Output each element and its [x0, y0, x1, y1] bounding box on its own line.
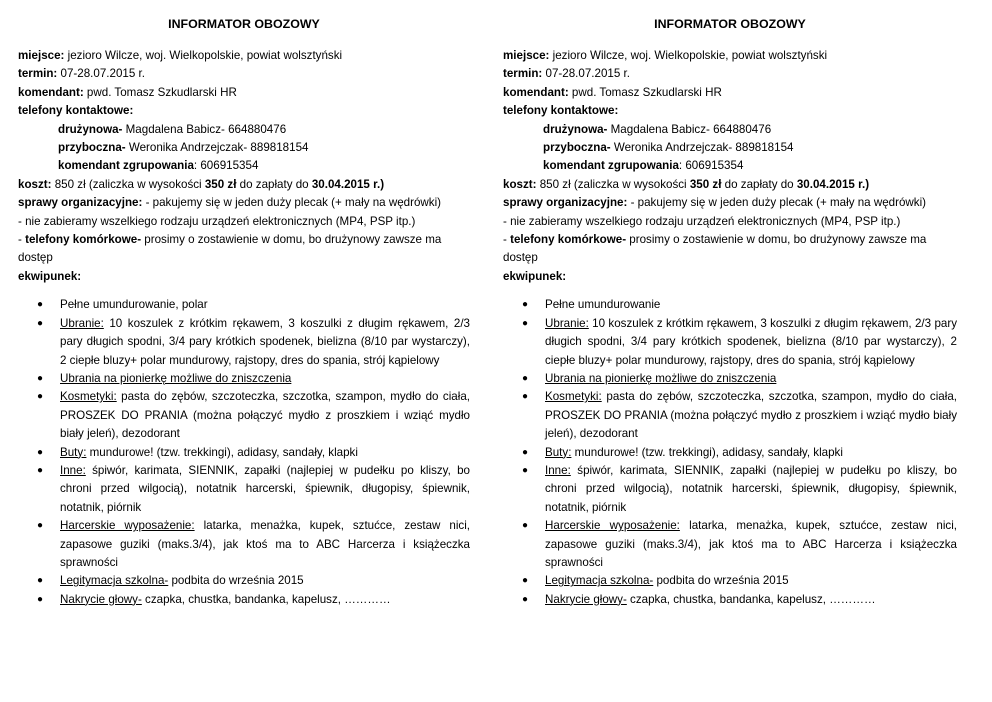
commander-line: [503, 84, 957, 102]
item-label: Ubranie:: [545, 316, 589, 330]
item-text: mundurowe! (tzw. trekkingi), adidasy, sandały, klapki: [86, 445, 358, 459]
item-label: Legitymacja szkolna-: [545, 574, 654, 588]
phone-assistant-value: Weronika Andrzejczak- 889818154: [610, 141, 794, 155]
org-line-3-prefix: -: [503, 233, 511, 247]
equipment-list: [18, 296, 470, 609]
equipment-heading: [18, 268, 470, 286]
item-text: Pełne umundurowanie: [545, 298, 661, 312]
item-text: podbita do września 2015: [168, 574, 304, 588]
term-label: termin:: [503, 67, 543, 81]
item-text: podbita do września 2015: [653, 574, 789, 588]
place-value: jezioro Wilcze, woj. Wielkopolskie, powiat wolsztyński: [64, 49, 343, 62]
item-text: pasta do zębów, szczoteczka, szczotka, szampon, mydło do ciała, PROSZEK DO PRANIA (można połączyć mydło z proszkiem i wziąć mydło biały jeleń), dezodorant: [545, 390, 957, 441]
place-value: jezioro Wilcze, woj. Wielkopolskie, powiat wolsztyński: [549, 49, 828, 62]
item-label: Inne:: [545, 463, 571, 477]
phone-line-assistant: [18, 139, 470, 157]
phones-heading: [18, 102, 470, 120]
phones-heading: [503, 102, 957, 120]
commander-value: pwd. Tomasz Szkudlarski HR: [83, 85, 237, 99]
bullet-icon: ●: [522, 575, 529, 587]
bullet-icon: ●: [522, 317, 529, 329]
list-item: [18, 517, 470, 572]
org-line-3: [18, 231, 470, 268]
cost-value: 850 zł (zaliczka w wysokości: [536, 177, 690, 191]
bullet-icon: ●: [522, 446, 529, 458]
item-label: Legitymacja szkolna-: [60, 574, 169, 588]
item-text: pasta do zębów, szczoteczka, szczotka, szampon, mydło do ciała, PROSZEK DO PRANIA (można połączyć mydło z proszkiem i wziąć mydło biały jeleń), dezodorant: [60, 390, 470, 441]
equipment-list: [503, 296, 957, 609]
commander-label: komendant:: [18, 85, 84, 99]
phone-line-commander: [18, 157, 470, 175]
cost-line: [503, 176, 957, 194]
place-line: [503, 47, 957, 65]
term-value: 07-28.07.2015 r.: [542, 67, 630, 81]
mobile-phones-label: telefony komórkowe-: [510, 233, 627, 247]
org-label: sprawy organizacyjne:: [18, 196, 143, 210]
item-label: Kosmetyki:: [60, 390, 117, 404]
bullet-icon: ●: [37, 520, 44, 532]
phone-assistant-label: przyboczna-: [543, 141, 611, 155]
phone-commander-label: komendant zgrupowania: [58, 159, 194, 173]
bullet-icon: ●: [522, 593, 529, 605]
org-value: - pakujemy się w jeden duży plecak (+ mały na wędrówki): [142, 196, 442, 210]
bullet-icon: ●: [37, 372, 44, 384]
deposit-text: do zapłaty do: [721, 177, 797, 191]
page-title: INFORMATOR OBOZOWY: [168, 17, 320, 31]
item-text: śpiwór, karimata, SIENNIK, zapałki (najlepiej w pudełku po kliszy, bo chroni przed wilgocią), notatnik harcerski, śpiewnik, długopisy, śpiewnik, notatnik, piórnik: [60, 463, 470, 514]
item-label: Nakrycie głowy-: [545, 592, 627, 606]
item-label: Buty:: [545, 445, 572, 459]
list-item: [18, 572, 470, 590]
bullet-icon: ●: [37, 575, 44, 587]
phone-commander-value: : 606915354: [678, 159, 744, 173]
place-line: [18, 47, 470, 65]
equipment-label: ekwipunek:: [18, 269, 82, 283]
item-label: Buty:: [60, 445, 87, 459]
org-line-2: - nie zabieramy wszelkiego rodzaju urządzeń elektronicznych (MP4, PSP itp.): [503, 214, 901, 228]
org-value: - pakujemy się w jeden duży plecak (+ mały na wędrówki): [627, 196, 927, 210]
place-label: miejsce:: [503, 49, 550, 62]
term-line: [503, 65, 957, 83]
informator-right: [503, 14, 957, 609]
phone-leader-value: Magdalena Babicz- 664880476: [122, 122, 287, 136]
informator-left: [18, 14, 470, 609]
deposit-amount: 350 zł: [204, 177, 237, 191]
phones-label: telefony kontaktowe:: [18, 104, 134, 118]
bullet-icon: ●: [522, 520, 529, 532]
item-label: Harcerskie wyposażenie:: [545, 519, 680, 533]
org-line-3: [503, 231, 957, 268]
mobile-phones-value: prosimy o zostawienie w domu, bo drużynowy zawsze ma dostęp: [18, 233, 442, 265]
deposit-date: 30.04.2015 r.): [796, 177, 870, 191]
list-item: [18, 296, 470, 314]
list-item: [503, 296, 957, 314]
list-item: [503, 370, 957, 388]
bullet-icon: ●: [522, 391, 529, 403]
org-label: sprawy organizacyjne:: [503, 196, 628, 210]
bullet-icon: ●: [37, 317, 44, 329]
item-text: czapka, chustka, bandanka, kapelusz, …………: [141, 592, 391, 606]
item-label: Ubrania na pionierkę możliwe do zniszczenia: [60, 371, 292, 385]
org-line: [503, 194, 957, 212]
bullet-icon: ●: [37, 593, 44, 605]
org-line-3-prefix: -: [18, 233, 26, 247]
phone-line-assistant: [503, 139, 957, 157]
bullet-icon: ●: [522, 372, 529, 384]
item-label: Ubranie:: [60, 316, 104, 330]
list-item: [18, 370, 470, 388]
page-title: INFORMATOR OBOZOWY: [654, 17, 806, 31]
item-text: latarka, menażka, kupek, sztućce, zestaw nici, zapasowe guziki (maks.3/4), jak ktoś ma to ABC Harcerza i książeczka sprawności: [60, 519, 470, 569]
equipment-label: ekwipunek:: [503, 269, 567, 283]
bullet-icon: ●: [37, 391, 44, 403]
bullet-icon: ●: [522, 464, 529, 476]
cost-label: koszt:: [503, 177, 537, 191]
item-label: Nakrycie głowy-: [60, 592, 142, 606]
item-text: mundurowe! (tzw. trekkingi), adidasy, sandały, klapki: [571, 445, 843, 459]
org-line: [18, 194, 470, 212]
phone-leader-label: drużynowa-: [58, 122, 123, 136]
list-item: [503, 517, 957, 572]
deposit-amount: 350 zł: [689, 177, 722, 191]
phone-assistant-value: Weronika Andrzejczak- 889818154: [125, 141, 309, 155]
org-line-2: - nie zabieramy wszelkiego rodzaju urządzeń elektronicznych (MP4, PSP itp.): [18, 214, 416, 228]
commander-value: pwd. Tomasz Szkudlarski HR: [568, 85, 722, 99]
item-label: Ubrania na pionierkę możliwe do zniszczenia: [545, 371, 777, 385]
item-label: Harcerskie wyposażenie:: [60, 519, 195, 533]
phone-commander-label: komendant zgrupowania: [543, 159, 679, 173]
phone-commander-value: : 606915354: [193, 159, 259, 173]
commander-line: [18, 84, 470, 102]
deposit-text: do zapłaty do: [236, 177, 312, 191]
list-item: [18, 388, 470, 443]
term-label: termin:: [18, 67, 58, 81]
item-text: Pełne umundurowanie, polar: [60, 298, 208, 312]
phone-line-leader: [503, 121, 957, 139]
list-item: [503, 572, 957, 590]
cost-label: koszt:: [18, 177, 52, 191]
item-text: latarka, menażka, kupek, sztućce, zestaw nici, zapasowe guziki (maks.3/4), jak ktoś ma to ABC Harcerza i książeczka sprawności: [545, 519, 958, 569]
bullet-icon: ●: [37, 446, 44, 458]
phone-line-leader: [18, 121, 470, 139]
bullet-icon: ●: [37, 299, 44, 311]
bullet-icon: ●: [522, 299, 529, 311]
phone-leader-value: Magdalena Babicz- 664880476: [607, 122, 772, 136]
item-label: Kosmetyki:: [545, 390, 602, 404]
list-item: [503, 388, 957, 443]
mobile-phones-label: telefony komórkowe-: [25, 233, 142, 247]
list-item: [18, 591, 470, 609]
phone-assistant-label: przyboczna-: [58, 141, 126, 155]
item-text: czapka, chustka, bandanka, kapelusz, …………: [626, 592, 876, 606]
bullet-icon: ●: [37, 464, 44, 476]
phone-leader-label: drużynowa-: [543, 122, 608, 136]
term-value: 07-28.07.2015 r.: [57, 67, 145, 81]
cost-line: [18, 176, 470, 194]
deposit-date: 30.04.2015 r.): [311, 177, 385, 191]
item-text: 10 koszulek z krótkim rękawem, 3 koszulki z długim rękawem, 2/3 pary długich spodni, 3/4 pary krótkich spodenek, bielizna (8/10 par wystarczy), 2 ciepłe bluzy+ polar mundurowy, rajstopy, dres do spania, strój kąpielowy: [545, 316, 957, 367]
item-text: śpiwór, karimata, SIENNIK, zapałki (najlepiej w pudełku po kliszy, bo chroni przed wilgocią), notatnik harcerski, śpiewnik, długopisy, śpiewnik, notatnik, piórnik: [545, 463, 957, 514]
list-item: [18, 444, 470, 462]
commander-label: komendant:: [503, 85, 569, 99]
term-line: [18, 65, 470, 83]
place-label: miejsce:: [18, 49, 65, 62]
mobile-phones-value: prosimy o zostawienie w domu, bo drużynowy zawsze ma dostęp: [503, 233, 927, 265]
item-text: 10 koszulek z krótkim rękawem, 3 koszulki z długim rękawem, 2/3 pary długich spodni, 3/4 pary krótkich spodenek, bielizna (8/10 par wystarczy), 2 ciepłe bluzy+ polar mundurowy, rajstopy, dres do spania, strój kąpielowy: [60, 316, 470, 367]
list-item: [18, 315, 470, 370]
phone-line-commander: [503, 157, 957, 175]
phones-label: telefony kontaktowe:: [503, 104, 619, 118]
list-item: [503, 444, 957, 462]
list-item: [18, 462, 470, 517]
list-item: [503, 315, 957, 370]
cost-value: 850 zł (zaliczka w wysokości: [51, 177, 205, 191]
list-item: [503, 591, 957, 609]
equipment-heading: [503, 268, 957, 286]
item-label: Inne:: [60, 463, 86, 477]
list-item: [503, 462, 957, 517]
